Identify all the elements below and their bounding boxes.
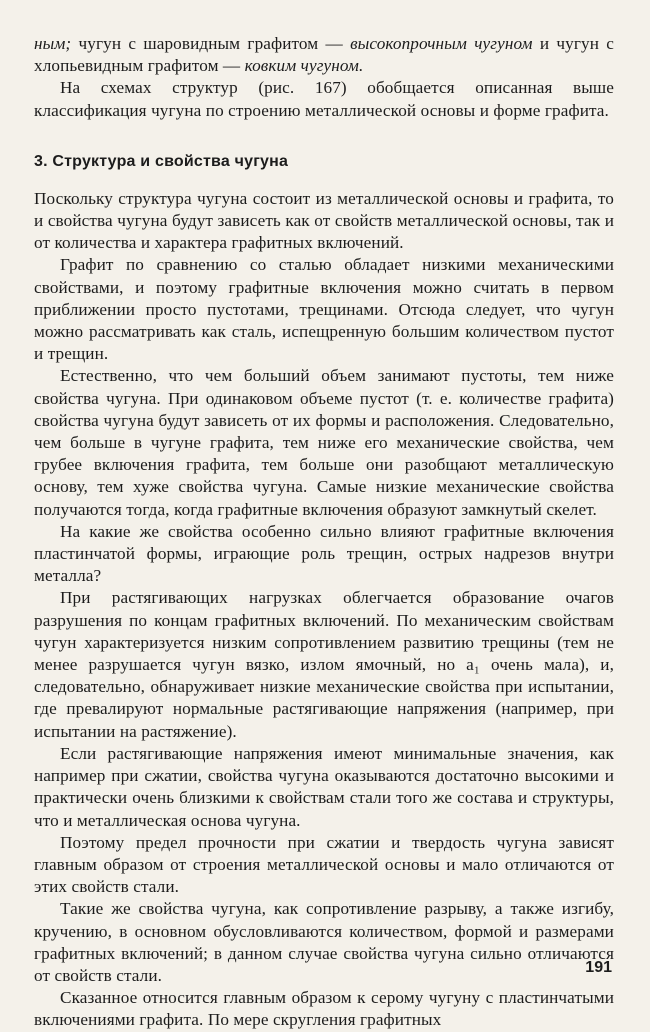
intro-paragraph-1 bbox=[34, 33, 614, 77]
section-paragraph: Поэтому предел прочности при сжатии и твердость чугуна зависят главным образом от строения металлической основы и мало отличаются от этих свойств стали. bbox=[34, 832, 614, 897]
section-paragraph: Если растягивающие напряжения имеют минимальные значения, как например при сжатии, свойства чугуна оказываются достаточно высокими и практически очень близкими к свойствам стали того же состава и структуры, что и металлическая основа чугуна. bbox=[34, 743, 614, 830]
section-paragraph: Естественно, что чем больший объем занимают пустоты, тем ниже свойства чугуна. При одинаковом объеме пустот (т. е. количестве графита) свойства чугуна будут зависеть от их формы и расположения. Следовательно, чем больше в чугуне графита, тем ниже его механические свойства, чем грубее включения графита, тем больше они разобщают металлическую основу, тем хуже свойства чугуна. Самые низкие механические свойства получаются тогда, когда графитные включения образуют замкнутый скелет. bbox=[34, 366, 614, 519]
section-paragraph: Поскольку структура чугуна состоит из металлической основы и графита, то и свойства чугуна будут зависеть как от свойств металлической основы, так и от количества и характера графитных включений. bbox=[34, 188, 614, 253]
section-paragraph: Сказанное относится главным образом к серому чугуну с пластинчатыми включениями графита. По мере скругления графитных bbox=[34, 988, 614, 1030]
section-heading: 3. Структура и свойства чугуна bbox=[34, 152, 289, 170]
intro-paragraph-2: На схемах структур (рис. 167) обобщается описанная выше классификация чугуна по строению металлической основы и форме графита. bbox=[34, 78, 614, 120]
term-high-strength-prefix: ным; bbox=[34, 34, 72, 53]
term-high-strength-cast-iron: высокопрочным чугуном bbox=[350, 34, 533, 53]
spacer bbox=[34, 122, 614, 152]
section-paragraph: Графит по сравнению со сталью обладает низкими механическими свойствами, и поэтому графитные включения можно считать в первом приближении просто пустотами, трещинами. Отсюда следует, что чугун можно рассматривать как сталь, испещренную большим количеством пустот и трещин. bbox=[34, 255, 614, 364]
section-paragraph: Такие же свойства чугуна, как сопротивление разрыву, а также изгибу, кручению, в основном обусловливаются количеством, формой и размерами графитных включений; в данном случае свойства чугуна сильно отличаются от свойств стали. bbox=[34, 899, 614, 985]
intro-text-1: чугун с шаровидным графитом — bbox=[71, 34, 351, 53]
section-paragraph: На какие же свойства особенно сильно влияют графитные включения пластинчатой формы, играющие роль трещин, острых надрезов внутри металла? bbox=[34, 521, 614, 586]
section-paragraph: При растягивающих нагрузках облегчается образование очагов разрушения по концам графитных включений. По механическим свойствам чугун характеризуется низким сопротивлением развитию трещины (тем не менее разрушается чугун вязко, излом ямочный, но a₁ очень мала), и, следовательно, обнаруживает низкие механические свойства при испытании, где превалируют нормальные растягивающие напряжения (например, при испытании на растяжение). bbox=[34, 588, 614, 741]
page-number: 191 bbox=[585, 959, 612, 976]
intro-text-2: и чугун с хлопьевидным графитом — bbox=[34, 34, 614, 76]
term-malleable-cast-iron: ковким чугуном. bbox=[244, 56, 364, 76]
page-body bbox=[34, 33, 614, 1032]
